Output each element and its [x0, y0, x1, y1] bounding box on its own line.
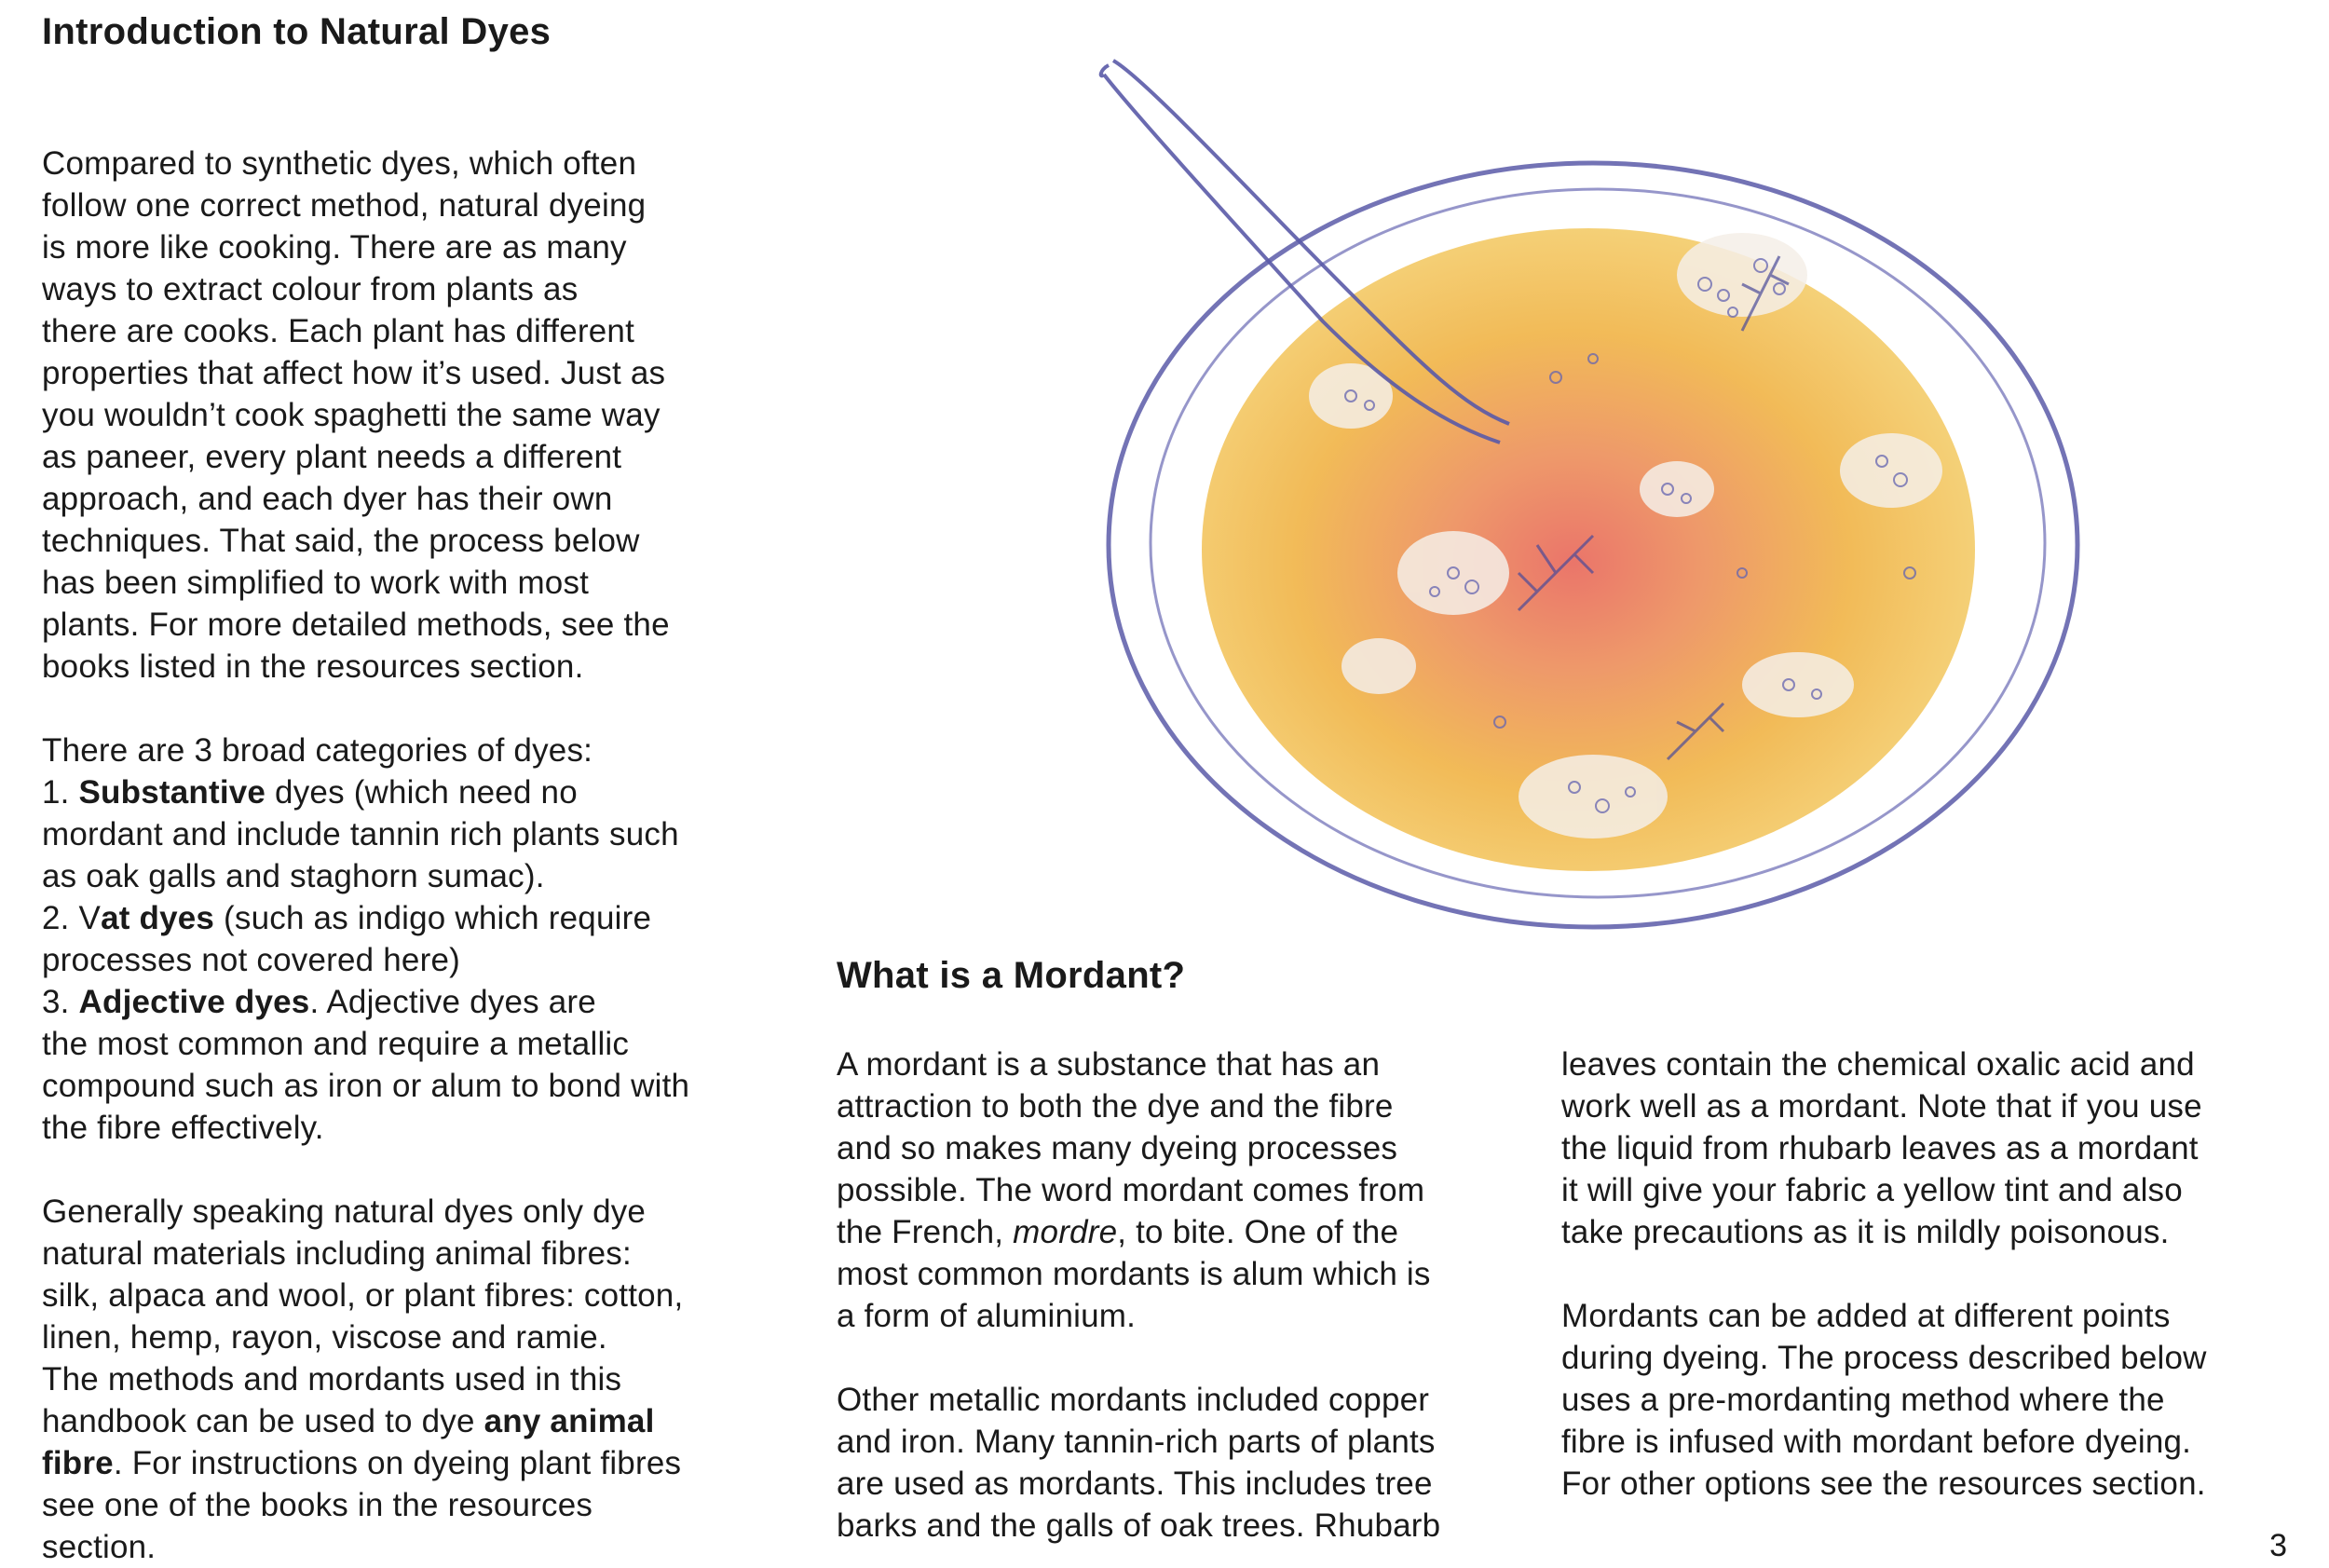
- intro-column: [42, 143, 787, 1568]
- page-number: 3: [2269, 1528, 2287, 1563]
- dye-pot-illustration: [1071, 51, 2115, 964]
- mordant-paragraph-definition: A mordant is a substance that has an attraction to both the dye and the fibre and so makes many dyeing processes possible. The word mordant comes from the French, mordre, to bite. One of the most common mordants is alum which is a form of aluminium.: [837, 1046, 1431, 1334]
- mordant-column-left: [837, 1043, 1545, 1547]
- mordant-paragraph-others: Other metallic mordants included copper and iron. Many tannin-rich parts of plants are used as mordants. This includes tree barks and the galls of oak trees. Rhubarb: [837, 1382, 1441, 1544]
- intro-paragraph: Compared to synthetic dyes, which often follow one correct method, natural dyeing is more like cooking. There are as many ways to extract colour from plants as there are cooks. Each plant has different properties that affect how it’s used. Just as you wouldn’t cook spaghetti the same way as paneer, every plant needs a different approach, and each dyer has their own techniques. That said, the process below has been simplified to work with most plants. For more detailed methods, see the books listed in the resources section.: [42, 145, 670, 685]
- page-title: Introduction to Natural Dyes: [42, 11, 552, 52]
- mordant-paragraph-methods: Mordants can be added at different points during dyeing. The process described below uses a pre-mordanting method where the fibre is infused with mordant before dyeing. For other options see the resources section.: [1561, 1298, 2207, 1502]
- mordant-column-right: [1561, 1043, 2297, 1505]
- mordant-paragraph-rhubarb: leaves contain the chemical oxalic acid and work well as a mordant. Note that if you use the liquid from rhubarb leaves as a mordant it will give your fabric a yellow tint and also take precautions as it is mildly poisonous.: [1561, 1046, 2202, 1250]
- dye-categories: There are 3 broad categories of dyes: 1. Substantive dyes (which need no mordant and include tannin rich plants such as oak galls and staghorn sumac). 2. Vat dyes (such as indigo which require processes not covered here) 3. Adjective dyes. Adjective dyes are the most common and require a metallic compound such as iron or alum to bond with the fibre effectively.: [42, 729, 787, 1149]
- category-substantive: 1. Substantive dyes (which need no: [42, 774, 578, 811]
- mordant-heading: What is a Mordant?: [837, 955, 1186, 996]
- category-vat: 2. Vat dyes (such as indigo which require: [42, 900, 652, 936]
- fibres-paragraph: Generally speaking natural dyes only dye natural materials including animal fibres: silk, alpaca and wool, or plant fibres: cotton, linen, hemp, rayon, viscose and ramie. The methods and mordants used in this handbook can be used to dye any animal fibre. For instructions on dyeing plant fibres see one of the books in the resources section.: [42, 1193, 684, 1565]
- category-adjective: 3. Adjective dyes. Adjective dyes are: [42, 984, 596, 1020]
